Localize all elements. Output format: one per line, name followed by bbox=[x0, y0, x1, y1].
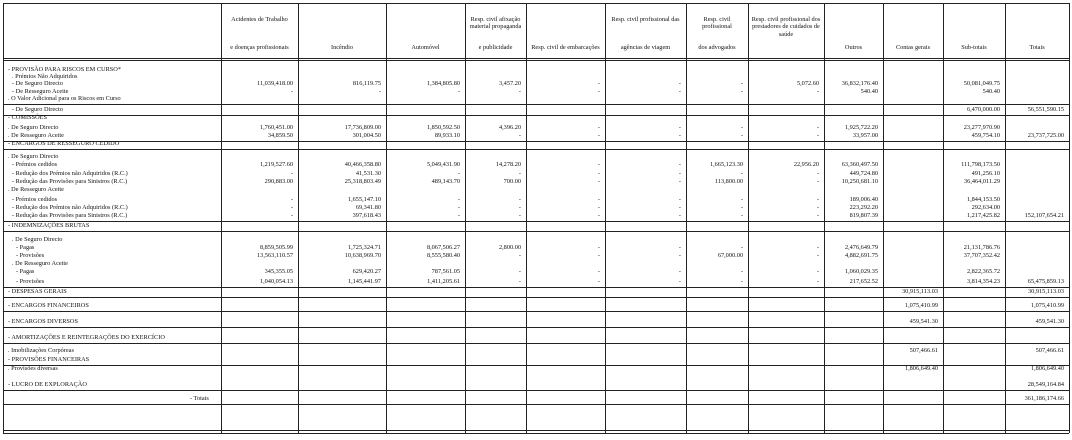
row-label: - Redução das Provisões para Sinistros (R.C.) bbox=[12, 178, 128, 185]
table-cell: - bbox=[518, 278, 521, 285]
table-cell: - bbox=[678, 268, 681, 275]
row-label: - LUCRO DE EXPLORAÇÃO bbox=[8, 381, 87, 388]
table-cell: 30,915,113.03 bbox=[1028, 288, 1064, 295]
table-cell: 1,075,410.99 bbox=[1030, 302, 1064, 309]
table-cell: 8,859,505.99 bbox=[259, 244, 293, 251]
row-separator bbox=[3, 231, 1069, 232]
table-cell: - bbox=[816, 124, 819, 131]
table-cell: - bbox=[597, 196, 600, 203]
table-cell: - bbox=[740, 268, 743, 275]
table-cell: 290,883.00 bbox=[264, 178, 293, 185]
table-cell: - bbox=[740, 244, 743, 251]
table-cell: 507,466.61 bbox=[1035, 347, 1064, 354]
table-cell: - bbox=[678, 212, 681, 219]
table-cell: - bbox=[816, 268, 819, 275]
table-cell: 1,075,410.99 bbox=[904, 302, 938, 309]
table-cell: - bbox=[740, 80, 743, 87]
row-label: - INDEMNIZAÇÕES BRUTAS bbox=[8, 222, 90, 229]
row-label: - Prémios cedidos bbox=[12, 196, 58, 203]
row-label: - Totais bbox=[190, 395, 209, 402]
column-divider bbox=[3, 3, 4, 433]
row-label: - Redução dos Prémios não Adquiridos (R.C.) bbox=[12, 204, 128, 211]
table-cell: 2,800.00 bbox=[498, 244, 521, 251]
row-label: - Prémios cedidos bbox=[12, 161, 58, 168]
table-cell: 1,665,123.30 bbox=[709, 161, 743, 168]
table-cell: 217,652.52 bbox=[849, 278, 878, 285]
table-cell: 56,551,590.15 bbox=[1027, 106, 1064, 113]
column-header-top: Resp. civil profissional das bbox=[611, 16, 680, 23]
table-cell: 34,859.50 bbox=[267, 132, 293, 139]
table-cell: 36,464,011.29 bbox=[964, 178, 1000, 185]
column-header-top: Acidentes de Trabalho bbox=[231, 16, 288, 23]
column-header: dos advogados bbox=[698, 44, 736, 51]
table-cell: 1,145,441.97 bbox=[347, 278, 381, 285]
table-cell: - bbox=[597, 80, 600, 87]
table-cell: 1,040,054.13 bbox=[259, 278, 293, 285]
table-cell: 540.40 bbox=[982, 88, 1000, 95]
table-cell: - bbox=[678, 196, 681, 203]
table-cell: - bbox=[457, 196, 460, 203]
table-cell: - bbox=[678, 124, 681, 131]
table-cell: - bbox=[740, 196, 743, 203]
table-cell: - bbox=[816, 278, 819, 285]
table-cell: 11,039,418.00 bbox=[257, 80, 293, 87]
row-separator bbox=[3, 390, 1069, 391]
table-cell: - bbox=[816, 178, 819, 185]
column-header: Incêndio bbox=[330, 44, 354, 51]
table-cell: - bbox=[597, 161, 600, 168]
table-top-border bbox=[3, 3, 1069, 4]
row-label: - ENCARGOS FINANCEIROS bbox=[8, 302, 89, 309]
table-cell: 507,466.61 bbox=[909, 347, 938, 354]
table-cell: 1,806,649.40 bbox=[1030, 365, 1064, 372]
table-cell: - bbox=[678, 161, 681, 168]
table-cell: 787,561.05 bbox=[431, 268, 460, 275]
table-cell: 10,638,969.70 bbox=[344, 252, 381, 259]
table-cell: - bbox=[740, 88, 743, 95]
table-cell: - bbox=[378, 88, 381, 95]
table-cell: 41,531.30 bbox=[355, 170, 381, 177]
table-cell: 540.40 bbox=[860, 88, 878, 95]
row-label: - De Seguro Directo bbox=[12, 80, 63, 87]
table-cell: - bbox=[678, 178, 681, 185]
table-cell: 8,555,580.40 bbox=[426, 252, 460, 259]
table-cell: - bbox=[597, 268, 600, 275]
table-cell: 1,217,425.82 bbox=[966, 212, 1000, 219]
row-label: - PROVISÕES FINANCEIRAS bbox=[8, 356, 90, 363]
table-cell: 819,807.39 bbox=[849, 212, 878, 219]
table-cell: - bbox=[816, 88, 819, 95]
row-label: . De Seguro Directo bbox=[8, 124, 59, 131]
table-cell: - bbox=[290, 170, 293, 177]
column-header: Automóvel bbox=[411, 44, 440, 51]
row-label: - Redução das Provisões para Sinistros (R.C.) bbox=[12, 212, 128, 219]
column-header-top: Resp. civil afixação material propaganda bbox=[469, 16, 522, 31]
table-cell: - bbox=[740, 132, 743, 139]
table-cell: 6,470,000.00 bbox=[966, 106, 1000, 113]
table-cell: 397,618.43 bbox=[352, 212, 381, 219]
row-separator bbox=[3, 149, 1069, 150]
table-cell: - bbox=[816, 132, 819, 139]
table-cell: 30,915,113.03 bbox=[902, 288, 938, 295]
table-cell: - bbox=[518, 252, 521, 259]
row-label: . De Seguro Directo bbox=[8, 153, 59, 160]
table-cell: 1,925,722.20 bbox=[844, 124, 878, 131]
table-cell: 2,822,365.72 bbox=[966, 268, 1000, 275]
table-cell: 1,844,153.50 bbox=[966, 196, 1000, 203]
row-label: - Pagas bbox=[16, 244, 35, 251]
table-cell: - bbox=[816, 196, 819, 203]
row-separator bbox=[3, 115, 1069, 116]
table-cell: 1,060,029.35 bbox=[844, 268, 878, 275]
table-cell: 301,004.50 bbox=[352, 132, 381, 139]
table-cell: - bbox=[678, 278, 681, 285]
column-header-top: Resp. civil profissional bbox=[702, 16, 732, 31]
table-cell: - bbox=[290, 88, 293, 95]
table-cell: - bbox=[740, 124, 743, 131]
row-label: . De Resseguro Aceite bbox=[8, 186, 64, 193]
row-label: . De Seguro Directo bbox=[12, 236, 63, 243]
row-separator bbox=[3, 297, 1069, 298]
table-cell: 3,457.20 bbox=[498, 80, 521, 87]
row-label: - AMORTIZAÇÕES E REINTEGRAÇÕES DO EXERCÍCIO bbox=[8, 334, 165, 341]
table-cell: 223,292.20 bbox=[849, 204, 878, 211]
table-cell: 361,186,174.66 bbox=[1024, 395, 1064, 402]
row-separator bbox=[3, 141, 1069, 142]
table-cell: 629,420.27 bbox=[352, 268, 381, 275]
table-cell: 111,798,173.50 bbox=[961, 161, 1000, 168]
table-cell: - bbox=[518, 196, 521, 203]
table-cell: 459,541.30 bbox=[909, 318, 938, 325]
table-cell: 459,541.30 bbox=[1035, 318, 1064, 325]
row-label: - DESPESAS GERAIS bbox=[8, 288, 67, 295]
table-cell: - bbox=[597, 88, 600, 95]
table-cell: 4,882,691.75 bbox=[844, 252, 878, 259]
table-cell: 449,724.80 bbox=[849, 170, 878, 177]
row-label: . Prémios Não Adquiridos bbox=[12, 73, 78, 80]
column-header: Totais bbox=[1029, 44, 1045, 51]
table-cell: 1,725,324.71 bbox=[347, 244, 381, 251]
table-cell: - bbox=[518, 212, 521, 219]
table-cell: - bbox=[816, 244, 819, 251]
table-cell: 1,760,451.00 bbox=[259, 124, 293, 131]
table-cell: - bbox=[518, 88, 521, 95]
column-header: Resp. civil de embarcações bbox=[531, 44, 600, 51]
table-cell: 1,806,649.40 bbox=[904, 365, 938, 372]
table-cell: 65,475,859.13 bbox=[1027, 278, 1064, 285]
table-cell: - bbox=[597, 204, 600, 211]
column-header: e publicidade bbox=[478, 44, 513, 51]
row-label: - Pagas bbox=[16, 268, 35, 275]
table-cell: 13,563,110.57 bbox=[257, 252, 293, 259]
table-cell: 5,072.60 bbox=[796, 80, 819, 87]
row-label: - ENCARGOS DE RESSEGURO CEDIDO bbox=[8, 140, 120, 147]
table-cell: - bbox=[457, 170, 460, 177]
table-cell: - bbox=[518, 268, 521, 275]
column-header: Sub-totais bbox=[961, 44, 987, 51]
table-cell: - bbox=[597, 212, 600, 219]
column-header: Outros bbox=[844, 44, 863, 51]
row-separator bbox=[3, 221, 1069, 222]
row-label: - PROVISÃO PARA RISCOS EM CURSO* bbox=[8, 66, 121, 73]
table-cell: - bbox=[740, 212, 743, 219]
table-cell: - bbox=[290, 212, 293, 219]
table-cell: 113,800.00 bbox=[714, 178, 743, 185]
table-cell: 345,355.05 bbox=[264, 268, 293, 275]
table-cell: - bbox=[597, 132, 600, 139]
row-label: - ENCARGOS DIVERSOS bbox=[8, 318, 78, 325]
table-cell: 152,107,654.21 bbox=[1024, 212, 1064, 219]
row-separator bbox=[3, 404, 1069, 405]
table-cell: 28,549,164.84 bbox=[1027, 381, 1064, 388]
table-cell: - bbox=[457, 212, 460, 219]
table-cell: - bbox=[457, 204, 460, 211]
table-cell: 89,933.10 bbox=[434, 132, 460, 139]
table-cell: - bbox=[678, 80, 681, 87]
table-cell: 67,000.00 bbox=[717, 252, 743, 259]
table-cell: - bbox=[816, 170, 819, 177]
table-cell: - bbox=[678, 252, 681, 259]
table-cell: 17,736,809.00 bbox=[344, 124, 381, 131]
row-label: - Provisões bbox=[16, 252, 45, 259]
table-cell: - bbox=[678, 88, 681, 95]
table-cell: 25,318,803.49 bbox=[344, 178, 381, 185]
table-cell: - bbox=[740, 170, 743, 177]
table-cell: - bbox=[678, 244, 681, 251]
column-header: e doenças profissionais bbox=[230, 44, 289, 51]
table-cell: 1,850,592.50 bbox=[426, 124, 460, 131]
row-label: . De Resseguro Aceite bbox=[12, 260, 68, 267]
table-cell: 489,143.70 bbox=[431, 178, 460, 185]
totals-underline bbox=[3, 433, 1069, 434]
table-cell: 700.00 bbox=[503, 178, 521, 185]
table-cell: - bbox=[678, 204, 681, 211]
table-cell: - bbox=[597, 244, 600, 251]
table-cell: 1,384,805.80 bbox=[426, 80, 460, 87]
table-cell: 69,341.80 bbox=[355, 204, 381, 211]
column-header: Contas gerais bbox=[895, 44, 931, 51]
table-cell: 4,396.20 bbox=[498, 124, 521, 131]
table-cell: - bbox=[518, 170, 521, 177]
table-cell: 40,466,358.80 bbox=[344, 161, 381, 168]
header-bottom-border bbox=[3, 58, 1069, 59]
table-cell: - bbox=[816, 252, 819, 259]
table-cell: 5,049,431.90 bbox=[426, 161, 460, 168]
column-divider bbox=[1069, 3, 1070, 433]
table-cell: - bbox=[740, 278, 743, 285]
row-label: - COMISSÕES bbox=[8, 114, 48, 121]
column-header-top: Resp. civil profissional dos prestadores de cuidados de saúde bbox=[751, 16, 821, 38]
table-cell: 23,277,970.90 bbox=[963, 124, 1000, 131]
table-cell: 33,957.00 bbox=[852, 132, 878, 139]
table-cell: - bbox=[290, 204, 293, 211]
column-header: agências de viagem bbox=[620, 44, 671, 51]
table-cell: 1,219,527.60 bbox=[259, 161, 293, 168]
table-cell: - bbox=[740, 204, 743, 211]
table-cell: 36,832,176.40 bbox=[841, 80, 878, 87]
totals-underline bbox=[3, 430, 1069, 431]
table-cell: - bbox=[457, 88, 460, 95]
table-cell: 63,360,497.50 bbox=[841, 161, 878, 168]
table-cell: - bbox=[597, 278, 600, 285]
table-cell: 23,737,725.00 bbox=[1027, 132, 1064, 139]
table-cell: 816,119.75 bbox=[352, 80, 381, 87]
table-cell: 292,634.00 bbox=[971, 204, 1000, 211]
table-cell: 8,067,506.27 bbox=[426, 244, 460, 251]
table-cell: - bbox=[816, 204, 819, 211]
table-cell: - bbox=[678, 170, 681, 177]
table-cell: - bbox=[597, 170, 600, 177]
table-cell: 3,814,354.23 bbox=[966, 278, 1000, 285]
table-cell: 21,131,786.76 bbox=[963, 244, 1000, 251]
header-bottom-border bbox=[3, 60, 1069, 61]
row-label: - De Resseguro Aceite bbox=[12, 88, 69, 95]
table-cell: 50,081,049.75 bbox=[963, 80, 1000, 87]
table-cell: 14,278.20 bbox=[495, 161, 521, 168]
row-label: . Imobilizações Corpóreas bbox=[8, 347, 74, 354]
table-cell: 459,754.10 bbox=[971, 132, 1000, 139]
row-separator bbox=[3, 311, 1069, 312]
table-cell: - bbox=[597, 178, 600, 185]
row-label: . De Resseguro Aceite bbox=[8, 132, 64, 139]
table-cell: 491,256.10 bbox=[971, 170, 1000, 177]
table-cell: - bbox=[678, 132, 681, 139]
row-separator bbox=[3, 343, 1069, 344]
row-label: . Provisões diversas bbox=[8, 365, 58, 372]
table-cell: - bbox=[597, 124, 600, 131]
row-label: - Redução dos Prémios não Adquiridos (R.C.) bbox=[12, 170, 128, 177]
table-cell: 1,655,147.10 bbox=[347, 196, 381, 203]
table-cell: 10,250,681.10 bbox=[841, 178, 878, 185]
table-cell: - bbox=[816, 212, 819, 219]
table-cell: 37,707,352.42 bbox=[963, 252, 1000, 259]
table-cell: - bbox=[518, 132, 521, 139]
row-separator bbox=[3, 104, 1069, 105]
table-cell: - bbox=[597, 252, 600, 259]
row-label: - Provisões bbox=[16, 278, 45, 285]
row-label: - De Seguro Directo bbox=[12, 106, 63, 113]
table-cell: - bbox=[518, 204, 521, 211]
table-cell: - bbox=[290, 196, 293, 203]
table-cell: 189,006.40 bbox=[849, 196, 878, 203]
row-label: . O Valor Adicional para os Riscos em Curso bbox=[8, 95, 121, 102]
row-separator bbox=[3, 327, 1069, 328]
table-cell: 1,411,205.61 bbox=[427, 278, 460, 285]
table-cell: 22,956.20 bbox=[793, 161, 819, 168]
table-cell: 2,476,649.79 bbox=[844, 244, 878, 251]
